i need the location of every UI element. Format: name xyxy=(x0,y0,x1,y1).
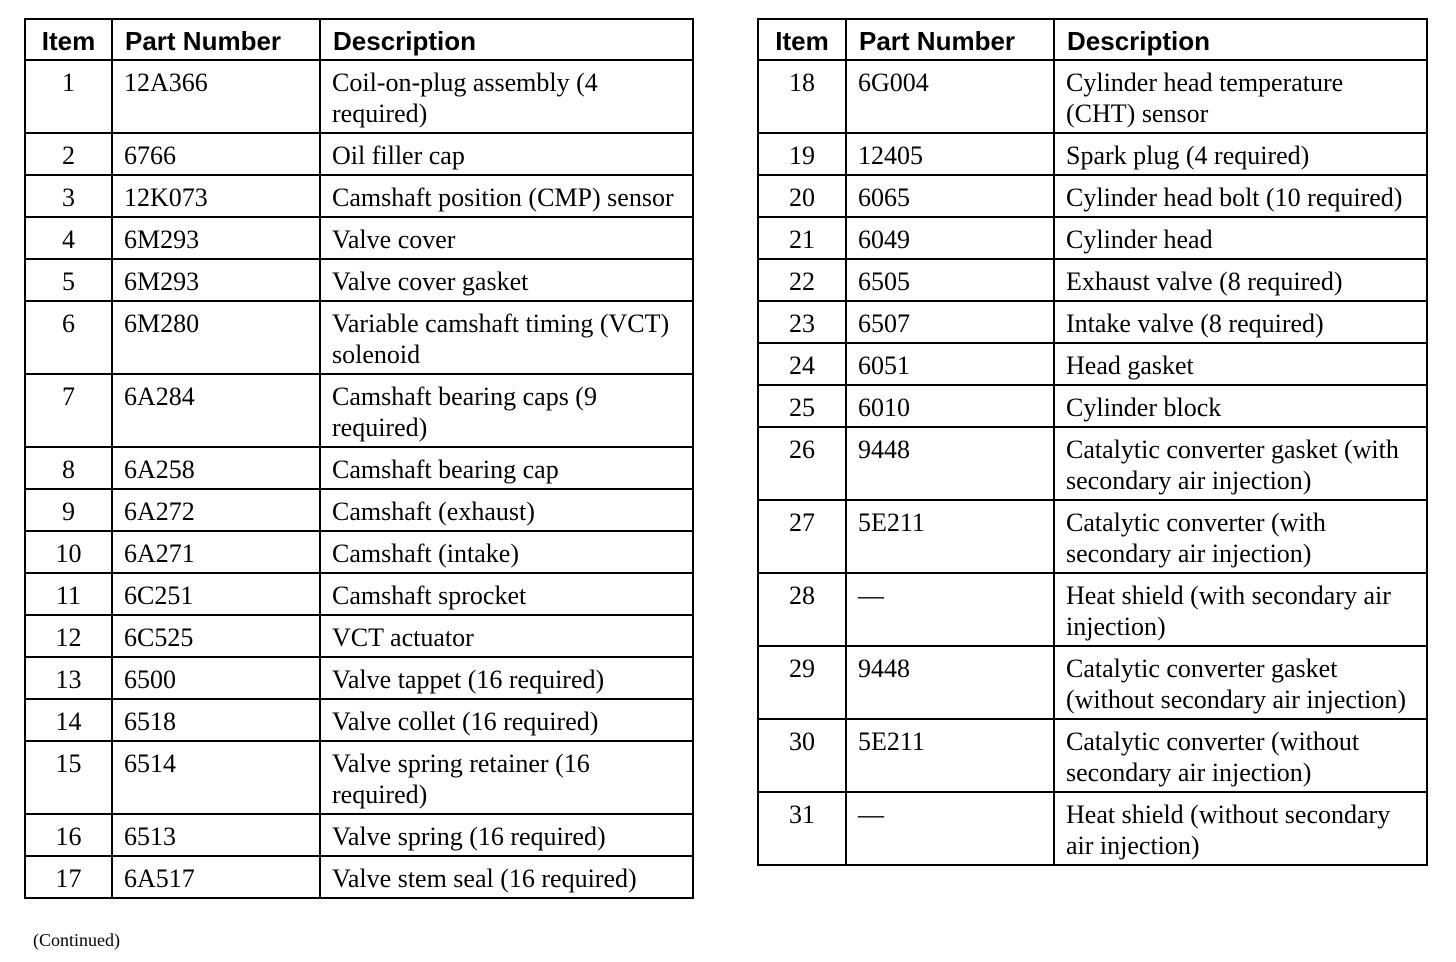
table-header-row xyxy=(25,19,693,60)
part-description: Camshaft sprocket xyxy=(320,573,693,615)
item-number: 21 xyxy=(758,217,846,259)
part-description: Camshaft (intake) xyxy=(320,531,693,573)
item-number: 4 xyxy=(25,217,112,259)
item-number: 3 xyxy=(25,175,112,217)
part-number: 6766 xyxy=(112,133,320,175)
part-number: 6065 xyxy=(846,175,1054,217)
table-row xyxy=(758,573,1427,646)
part-description: Valve spring (16 required) xyxy=(320,814,693,856)
part-description: Valve collet (16 required) xyxy=(320,699,693,741)
part-number: 9448 xyxy=(846,427,1054,500)
table-header-row xyxy=(758,19,1427,60)
part-description: Heat shield (without secondary air injection) xyxy=(1054,792,1427,865)
item-number: 11 xyxy=(25,573,112,615)
table-row xyxy=(25,699,693,741)
part-number: 6051 xyxy=(846,343,1054,385)
item-number: 16 xyxy=(25,814,112,856)
item-number: 15 xyxy=(25,741,112,814)
part-number: 6A517 xyxy=(112,856,320,898)
table-row xyxy=(25,531,693,573)
item-number: 18 xyxy=(758,60,846,133)
part-number: 6049 xyxy=(846,217,1054,259)
part-description: Valve stem seal (16 required) xyxy=(320,856,693,898)
part-number: 6C525 xyxy=(112,615,320,657)
table-row xyxy=(25,60,693,133)
part-description: Valve cover xyxy=(320,217,693,259)
table-row xyxy=(758,792,1427,865)
part-number: 6M293 xyxy=(112,217,320,259)
part-description: Catalytic converter (with secondary air injection) xyxy=(1054,500,1427,573)
part-number: 6A258 xyxy=(112,447,320,489)
item-number: 5 xyxy=(25,259,112,301)
table-row xyxy=(758,646,1427,719)
part-description: Cylinder head xyxy=(1054,217,1427,259)
part-number: 6M280 xyxy=(112,301,320,374)
part-number: 6505 xyxy=(846,259,1054,301)
part-number: 6G004 xyxy=(846,60,1054,133)
item-number: 9 xyxy=(25,489,112,531)
header-description: Description xyxy=(1054,19,1427,60)
part-number: 6C251 xyxy=(112,573,320,615)
item-number: 31 xyxy=(758,792,846,865)
table-row xyxy=(25,741,693,814)
item-number: 6 xyxy=(25,301,112,374)
table-row xyxy=(758,175,1427,217)
table-row xyxy=(25,217,693,259)
part-number: 12K073 xyxy=(112,175,320,217)
header-part-number: Part Number xyxy=(112,19,320,60)
part-description: Head gasket xyxy=(1054,343,1427,385)
part-description: Catalytic converter gasket (with secondary air injection) xyxy=(1054,427,1427,500)
part-description: Valve tappet (16 required) xyxy=(320,657,693,699)
item-number: 17 xyxy=(25,856,112,898)
item-number: 28 xyxy=(758,573,846,646)
parts-table-left xyxy=(24,18,694,899)
part-number: 6514 xyxy=(112,741,320,814)
item-number: 25 xyxy=(758,385,846,427)
parts-table-right xyxy=(757,18,1428,866)
item-number: 27 xyxy=(758,500,846,573)
part-description: Catalytic converter gasket (without secondary air injection) xyxy=(1054,646,1427,719)
part-number: 12405 xyxy=(846,133,1054,175)
item-number: 24 xyxy=(758,343,846,385)
table-row xyxy=(758,60,1427,133)
table-row xyxy=(25,447,693,489)
table-row xyxy=(758,259,1427,301)
header-part-number: Part Number xyxy=(846,19,1054,60)
item-number: 1 xyxy=(25,60,112,133)
header-description: Description xyxy=(320,19,693,60)
part-description: Heat shield (with secondary air injection) xyxy=(1054,573,1427,646)
item-number: 7 xyxy=(25,374,112,447)
part-description: Cylinder head temperature (CHT) sensor xyxy=(1054,60,1427,133)
part-number: 6518 xyxy=(112,699,320,741)
part-description: Exhaust valve (8 required) xyxy=(1054,259,1427,301)
part-description: Valve spring retainer (16 required) xyxy=(320,741,693,814)
part-description: Coil-on-plug assembly (4 required) xyxy=(320,60,693,133)
part-number: 9448 xyxy=(846,646,1054,719)
part-number: 6010 xyxy=(846,385,1054,427)
header-item: Item xyxy=(25,19,112,60)
table-row xyxy=(758,719,1427,792)
item-number: 13 xyxy=(25,657,112,699)
part-number: — xyxy=(846,573,1054,646)
part-number: 6507 xyxy=(846,301,1054,343)
item-number: 10 xyxy=(25,531,112,573)
table-row xyxy=(25,259,693,301)
part-description: VCT actuator xyxy=(320,615,693,657)
item-number: 29 xyxy=(758,646,846,719)
part-number: 6A284 xyxy=(112,374,320,447)
item-number: 14 xyxy=(25,699,112,741)
part-description: Cylinder block xyxy=(1054,385,1427,427)
part-number: 6513 xyxy=(112,814,320,856)
part-description: Variable camshaft timing (VCT) solenoid xyxy=(320,301,693,374)
item-number: 26 xyxy=(758,427,846,500)
table-row xyxy=(25,133,693,175)
table-row xyxy=(758,301,1427,343)
table-row xyxy=(25,615,693,657)
item-number: 23 xyxy=(758,301,846,343)
part-number: 5E211 xyxy=(846,719,1054,792)
table-row xyxy=(25,175,693,217)
part-number: 5E211 xyxy=(846,500,1054,573)
part-number: 6A271 xyxy=(112,531,320,573)
part-description: Camshaft position (CMP) sensor xyxy=(320,175,693,217)
table-row xyxy=(25,301,693,374)
part-number: — xyxy=(846,792,1054,865)
table-row xyxy=(25,489,693,531)
table-row xyxy=(25,657,693,699)
item-number: 20 xyxy=(758,175,846,217)
part-description: Spark plug (4 required) xyxy=(1054,133,1427,175)
item-number: 22 xyxy=(758,259,846,301)
item-number: 8 xyxy=(25,447,112,489)
table-row xyxy=(758,385,1427,427)
part-description: Camshaft bearing caps (9 required) xyxy=(320,374,693,447)
part-number: 6A272 xyxy=(112,489,320,531)
table-row xyxy=(758,133,1427,175)
table-row xyxy=(758,343,1427,385)
part-description: Camshaft bearing cap xyxy=(320,447,693,489)
part-number: 6500 xyxy=(112,657,320,699)
part-description: Valve cover gasket xyxy=(320,259,693,301)
table-row xyxy=(758,500,1427,573)
table-row xyxy=(25,374,693,447)
header-item: Item xyxy=(758,19,846,60)
table-row xyxy=(758,427,1427,500)
item-number: 30 xyxy=(758,719,846,792)
table-row xyxy=(25,856,693,898)
item-number: 2 xyxy=(25,133,112,175)
item-number: 19 xyxy=(758,133,846,175)
table-row xyxy=(758,217,1427,259)
part-description: Catalytic converter (without secondary air injection) xyxy=(1054,719,1427,792)
part-description: Intake valve (8 required) xyxy=(1054,301,1427,343)
table-row xyxy=(25,814,693,856)
item-number: 12 xyxy=(25,615,112,657)
continued-note: (Continued) xyxy=(33,930,120,950)
part-description: Oil filler cap xyxy=(320,133,693,175)
part-number: 6M293 xyxy=(112,259,320,301)
part-description: Cylinder head bolt (10 required) xyxy=(1054,175,1427,217)
table-row xyxy=(25,573,693,615)
part-description: Camshaft (exhaust) xyxy=(320,489,693,531)
part-number: 12A366 xyxy=(112,60,320,133)
